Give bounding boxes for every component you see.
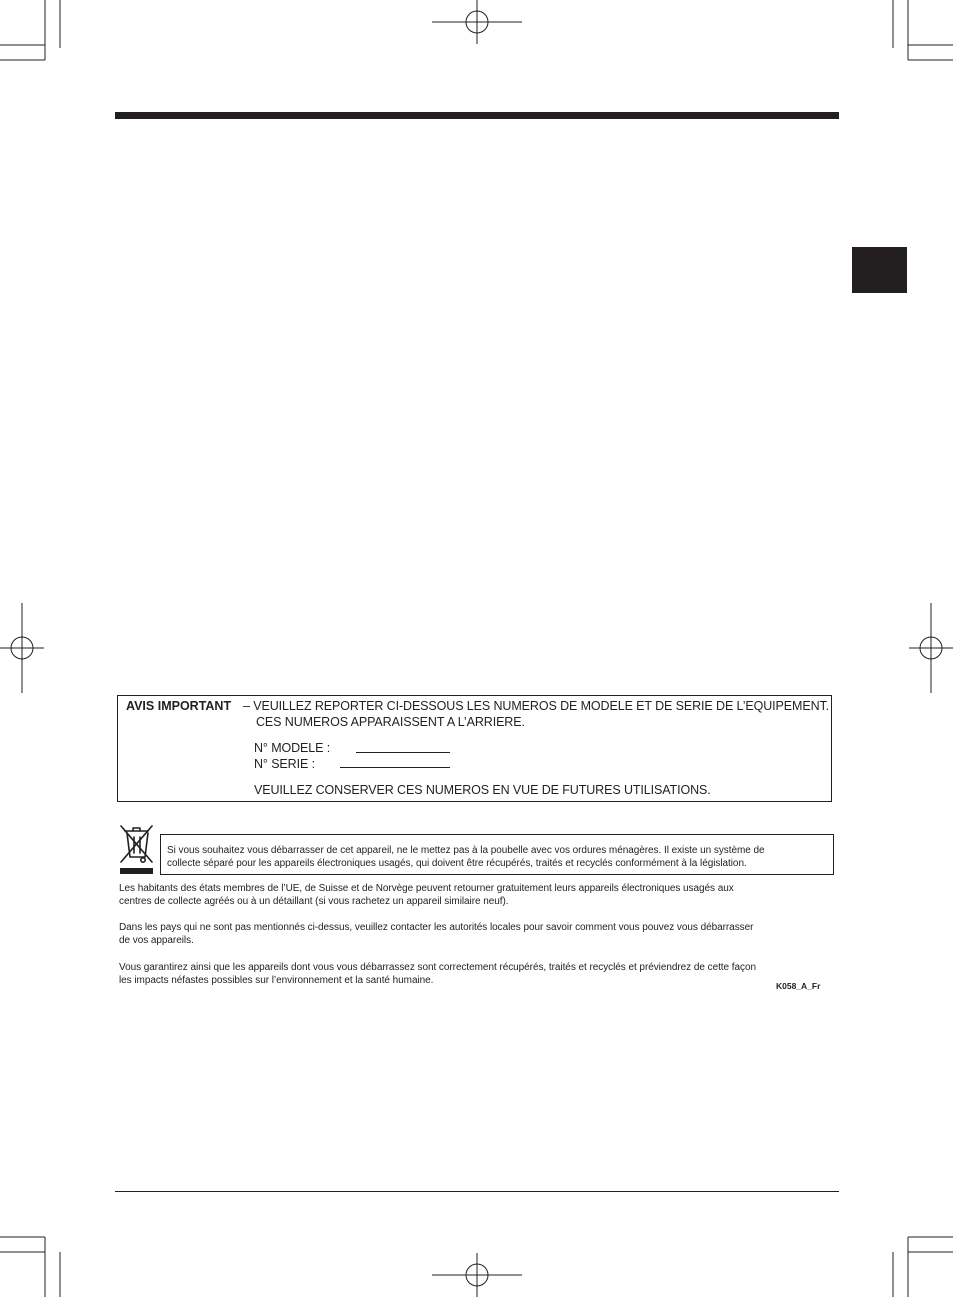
document-code: K058_A_Fr xyxy=(776,981,821,991)
environment-line-2: les impacts néfastes possibles sur l’environnement et la santé humaine. xyxy=(119,975,434,986)
notice-line-1: – VEUILLEZ REPORTER CI-DESSOUS LES NUMEROS DE MODELE ET DE SERIE DE L’EQUIPEMENT. xyxy=(243,699,830,713)
environment-line-1: Vous garantirez ainsi que les appareils dont vous vous débarrassez sont correctement récupérés, traités et recyclés et préviendrez de cette façon xyxy=(119,962,756,973)
eu-paragraph-line-2: centres de collecte agréés ou à un détaillant (si vous rachetez un appareil similaire neuf). xyxy=(119,896,509,907)
other-countries-line-2: de vos appareils. xyxy=(119,935,194,946)
crossed-out-wheelie-bin-icon xyxy=(118,823,155,875)
language-tab xyxy=(852,247,907,293)
top-rule xyxy=(115,112,839,119)
bottom-rule xyxy=(115,1191,839,1192)
notice-line-2: CES NUMEROS APPARAISSENT A L’ARRIERE. xyxy=(256,715,525,729)
notice-heading: AVIS IMPORTANT xyxy=(126,699,232,713)
serial-number-label: N° SERIE : xyxy=(254,757,315,771)
disposal-box-line-1: Si vous souhaitez vous débarrasser de cet appareil, ne le mettez pas à la poubelle avec vos ordures ménagères. Il existe un système de xyxy=(167,845,765,856)
model-number-field xyxy=(356,752,450,753)
keep-numbers-text: VEUILLEZ CONSERVER CES NUMEROS EN VUE DE FUTURES UTILISATIONS. xyxy=(254,783,711,797)
eu-paragraph-line-1: Les habitants des états membres de l’UE, de Suisse et de Norvège peuvent retourner gratuitement leurs appareils électroniques usagés aux xyxy=(119,883,734,894)
disposal-box-line-2: collecte séparé pour les appareils électroniques usagés, qui doivent être récupérés, traités et recyclés conformément à la législation. xyxy=(167,858,747,869)
other-countries-line-1: Dans les pays qui ne sont pas mentionnés ci-dessus, veuillez contacter les autorités locales pour savoir comment vous pouvez vous débarrasser xyxy=(119,922,754,933)
model-number-label: N° MODELE : xyxy=(254,741,331,755)
serial-number-field xyxy=(340,767,450,768)
